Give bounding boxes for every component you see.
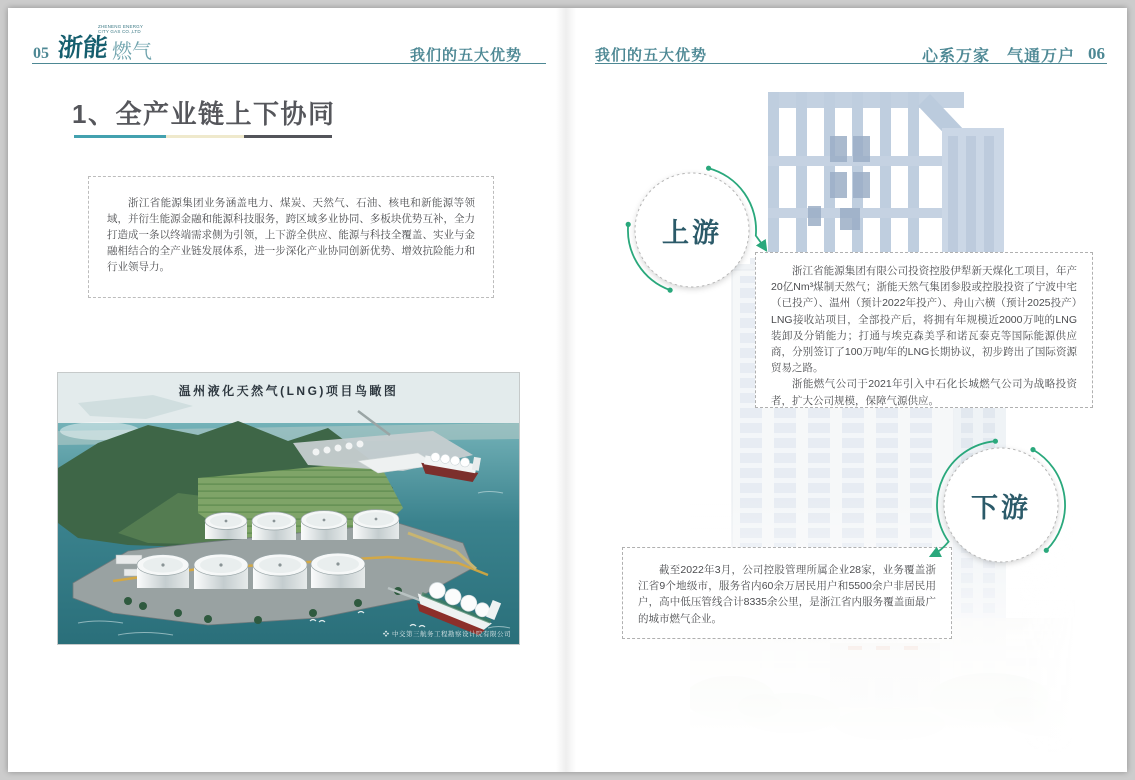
logo-en-line1: ZHENENG ENERGY bbox=[98, 24, 144, 29]
upstream-info-box bbox=[755, 252, 1093, 408]
section-title: 1、全产业链上下协同 bbox=[72, 99, 336, 129]
figure-credit: ❖ 中交第三航务工程勘察设计院有限公司 bbox=[382, 631, 511, 638]
downstream-circle bbox=[944, 448, 1058, 562]
page-number-right: 06 bbox=[1088, 44, 1105, 63]
logo-zh-light: 燃气 bbox=[112, 41, 152, 63]
header-slogan-left-page: 我们的五大优势 bbox=[410, 48, 523, 64]
figure-title: 温州液化天然气(LNG)项目鸟瞰图 bbox=[178, 384, 399, 398]
logo-en-line2: CITY GAS CO.,LTD bbox=[98, 29, 141, 34]
intro-paragraph: 浙江省能源集团业务涵盖电力、煤炭、天然气、石油、核电和新能源等领域，并衍生能源金融和能源科技服务，跨区域多业协同、多板块优势互补，全力打造成一条以终端需求侧为引领，上下游全供应、能源与科技全覆盖、实业与金融相结合的全产业链发展体系，进一步深化产业协同创新优势、增效抗险能力和行业领导力。 bbox=[107, 197, 475, 273]
page-number-left: 05 bbox=[33, 45, 49, 62]
logo-zh-strong: 浙能 bbox=[56, 35, 109, 62]
page-right bbox=[8, 8, 1127, 772]
downstream-paragraph: 截至2022年3月，公司控股管理所属企业28家，业务覆盖浙江省9个地级市，服务省内60余万居民用户和5500余户非居民用户，高中低压管线合计8335余公里，是浙江省内服务覆盖面最广的城市燃气企业。 bbox=[638, 564, 936, 625]
header-motto: 心系万家 气通万户 bbox=[921, 48, 1075, 65]
downstream-info-box bbox=[622, 547, 952, 639]
upstream-paragraph-2: 浙能燃气公司于2021年引入中石化长城燃气公司为战略投资者，扩大公司规模，保障气源供应。 bbox=[771, 378, 1077, 407]
upstream-paragraph-1: 浙江省能源集团有限公司投资控股伊犁新天煤化工项目，年产20亿Nm³煤制天然气；浙能天然气集团参股或控股投资了宁波中宅（已投产）、温州（预计2022年投产）、舟山六横（预计2025投产）LNG接收站项目，全部投产后，将拥有年规模近2000万吨的LNG装卸及分销能力；打通与埃克森美孚和诺瓦泰克等国际能源供应商，分别签订了100万吨/年的LNG长期协议，初步跨出了国际资源贸易之路。 bbox=[771, 265, 1077, 375]
upstream-circle bbox=[635, 173, 749, 287]
downstream-connector-arcs bbox=[921, 425, 1081, 585]
upstream-connector-arcs bbox=[612, 150, 772, 310]
header-slogan-right-page: 我们的五大优势 bbox=[595, 48, 708, 64]
header-rule-right bbox=[595, 63, 1107, 64]
downstream-label: 下游 bbox=[971, 493, 1031, 523]
building-crown-lattice bbox=[750, 92, 1012, 272]
brochure-spread bbox=[8, 8, 1127, 772]
upstream-label: 上游 bbox=[662, 218, 722, 248]
